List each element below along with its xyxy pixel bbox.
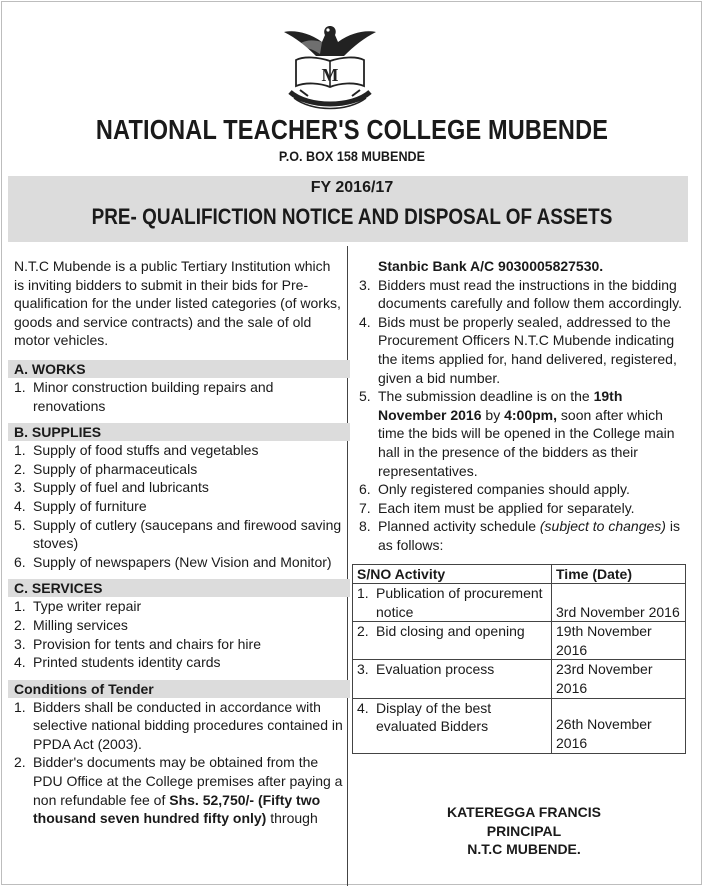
college-name: NATIONAL TEACHER'S COLLEGE MUBENDE bbox=[95, 114, 609, 145]
table-row: 3. Evaluation process 23rd November 2016 bbox=[353, 660, 686, 698]
signatory-title: PRINCIPAL bbox=[486, 822, 562, 839]
column-header-time: Time (Date) bbox=[552, 564, 686, 584]
signatory-name: KATEREGGA FRANCIS bbox=[447, 804, 601, 820]
fee-amount: Shs. 52,750/- (Fifty two thousand seven hundred fifty only) bbox=[33, 791, 321, 827]
services-heading: C. SERVICES bbox=[8, 579, 350, 597]
postal-address: P.O. BOX 158 MUBENDE bbox=[278, 148, 426, 164]
condition-item: 8. Planned activity schedule (subject to changes) is as follows: bbox=[359, 518, 680, 553]
condition-item: 4. Bids must be properly sealed, addressed to the Procurement Officers N.T.C Mubende indicating the items applied for, hand delivered, registered, given a bid number. bbox=[359, 313, 677, 386]
condition-item: 7. Each item must be applied for separately. bbox=[359, 499, 635, 516]
column-header-activity: S/NO Activity bbox=[353, 564, 552, 584]
list-item: 1. Minor construction building repairs and renovations bbox=[14, 378, 274, 414]
list-item: 2. Supply of pharmaceuticals bbox=[14, 460, 198, 477]
condition-item: 1. Bidders shall be conducted in accordance with selective national bidding procedures contained in PPDA Act (2003). bbox=[14, 698, 343, 752]
list-item: 3. Provision for tents and chairs for hire bbox=[14, 635, 261, 652]
table-header-row bbox=[353, 564, 686, 584]
conditions-heading: Conditions of Tender bbox=[8, 680, 350, 698]
right-column bbox=[359, 257, 691, 754]
condition-item: 5. The submission deadline is on the 19th November 2016 by 4:00pm, soon after which time the bids will be opened in the College main hall in the presence of the bidders as their representatives. bbox=[359, 388, 675, 479]
condition-item: 2. Bidder's documents may be obtained from the PDU Office at the College premises after paying a non refundable fee of Shs. 52,750/- (Fifty two thousand seven hundred fifty only) through bbox=[14, 754, 343, 827]
works-heading: A. WORKS bbox=[8, 360, 350, 378]
svg-text:M: M bbox=[321, 65, 339, 85]
deadline-date: 19th November 2016 bbox=[378, 388, 623, 423]
table-row: 2. Bid closing and opening 19th November 2016 bbox=[353, 622, 686, 660]
supplies-heading: B. SUPPLIES bbox=[8, 423, 350, 441]
notice-title: PRE- QUALIFICTION NOTICE AND DISPOSAL OF ASSETS bbox=[91, 204, 613, 229]
table-row: 4. Display of the best evaluated Bidders 26th November 2016 bbox=[353, 698, 686, 753]
list-item: 1. Supply of food stuffs and vegetables bbox=[14, 442, 259, 459]
signatory-org: N.T.C MUBENDE. bbox=[467, 841, 581, 858]
list-item: 2. Milling services bbox=[14, 616, 128, 633]
signature-block bbox=[359, 803, 689, 859]
list-item: 1. Type writer repair bbox=[14, 598, 142, 615]
left-column bbox=[14, 257, 344, 828]
intro-paragraph: N.T.C Mubende is a public Tertiary Institution which is inviting bidders to submit in their bids for Pre- qualification for the under listed categories (of works, goods and service contracts) and the sale of old motor vehicles. bbox=[14, 258, 341, 349]
deadline-time: 4:00pm, bbox=[504, 406, 558, 423]
condition-item: 3. Bidders must read the instructions in the bidding documents carefully and follow them accordingly. bbox=[359, 276, 683, 312]
bank-account-line: Stanbic Bank A/C 9030005827530. bbox=[378, 258, 604, 274]
fiscal-year: FY 2016/17 bbox=[310, 179, 394, 196]
activity-schedule-table bbox=[352, 564, 686, 754]
list-item: 5. Supply of cutlery (saucepans and firewood saving stoves) bbox=[14, 516, 342, 552]
list-item: 6. Supply of newspapers (New Vision and Monitor) bbox=[14, 553, 332, 570]
college-crest-logo bbox=[278, 20, 382, 112]
list-item: 4. Printed students identity cards bbox=[14, 654, 221, 671]
column-divider bbox=[347, 246, 348, 886]
condition-item: 6. Only registered companies should apply. bbox=[359, 481, 630, 498]
list-item: 3. Supply of fuel and lubricants bbox=[14, 479, 209, 496]
list-item: 4. Supply of furniture bbox=[14, 497, 147, 514]
table-row: 1. Publication of procurement notice 3rd November 2016 bbox=[353, 584, 686, 622]
